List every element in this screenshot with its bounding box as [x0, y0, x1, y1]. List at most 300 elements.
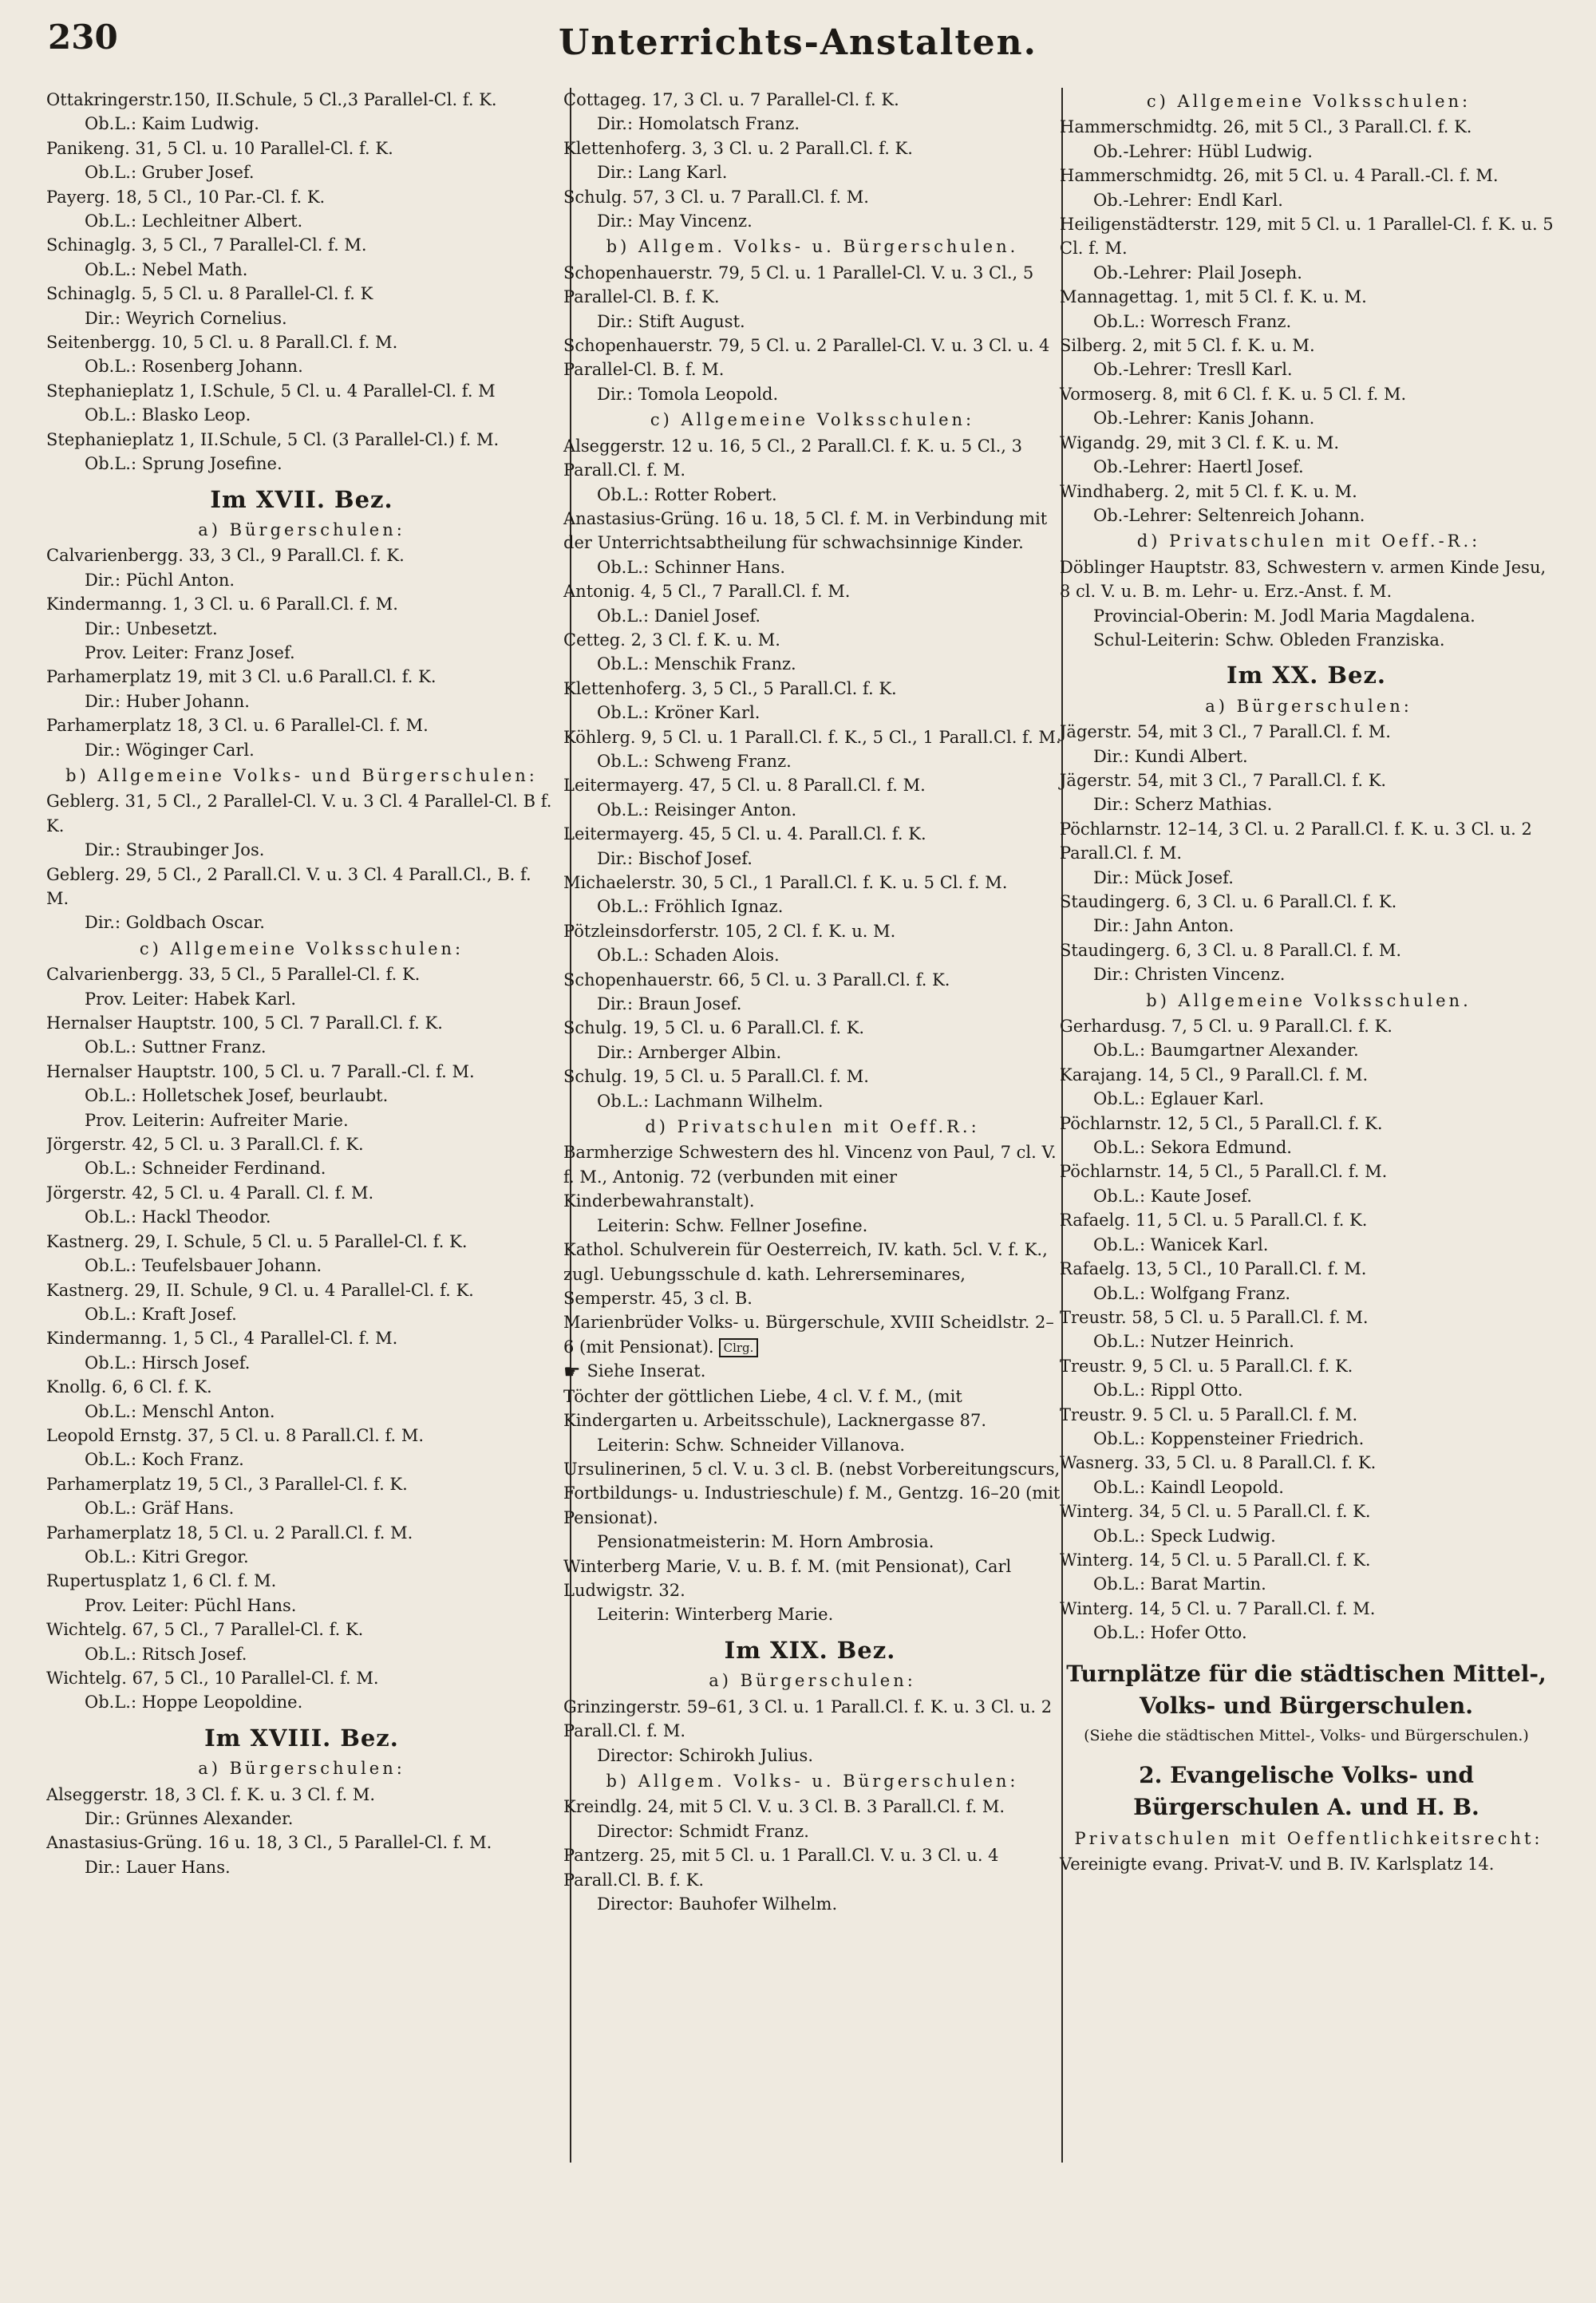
staff-entry: [1055, 455, 1558, 479]
entry-text: Cetteg. 2, 3 Cl. f. K. u. M.: [563, 630, 780, 650]
entry-text: Stephanieplatz 1, II.Schule, 5 Cl. (3 Parallel-Cl.) f. M.: [46, 429, 500, 449]
entry-text: Siehe Inserat.: [587, 1361, 706, 1381]
staff-entry: [46, 1642, 557, 1666]
staff-entry: [46, 1156, 557, 1180]
staff-entry: [46, 452, 557, 476]
entry-text: Ob.L.: Kröner Karl.: [597, 703, 760, 723]
school-entry: [1055, 382, 1558, 406]
entry-text: Stephanieplatz 1, I.Schule, 5 Cl. u. 4 Parallel-Cl. f. M: [46, 381, 496, 401]
entry-text: Ob.L.: Rosenberg Johann.: [85, 357, 303, 377]
entry-text: Calvarienbergg. 33, 5 Cl., 5 Parallel-Cl. f. K.: [46, 965, 421, 985]
entry-text: Ob.L.: Koppensteiner Friedrich.: [1093, 1428, 1365, 1448]
entry-text: Geblerg. 29, 5 Cl., 2 Parall.Cl. V. u. 3 Cl. 4 Parall.Cl., B. f. M.: [46, 864, 531, 908]
entry-text: Hammerschmidtg. 26, mit 5 Cl. u. 4 Parall.-Cl. f. M.: [1060, 166, 1499, 186]
section-subheading: [1055, 89, 1558, 113]
entry-text: Ob.-Lehrer: Kanis Johann.: [1093, 409, 1315, 429]
district-heading: [46, 485, 557, 513]
entry-text: a) Bürgerschulen:: [1205, 696, 1412, 716]
page-number: 230: [48, 18, 118, 57]
staff-entry: [1055, 357, 1558, 381]
school-entry: [1055, 1063, 1558, 1087]
school-entry: [559, 261, 1061, 310]
entry-text: Wigandg. 29, mit 3 Cl. f. K. u. M.: [1060, 433, 1340, 452]
entry-text: Ob.L.: Worresch Franz.: [1093, 311, 1292, 331]
school-entry: [46, 1375, 557, 1399]
entry-text: Alseggerstr. 12 u. 16, 5 Cl., 2 Parall.Cl. f. K. u. 5 Cl., 3 Parall.Cl. f. M.: [563, 436, 1022, 480]
staff-entry: [559, 1530, 1061, 1554]
entry-text: Winterg. 14, 5 Cl. u. 7 Parall.Cl. f. M.: [1060, 1598, 1376, 1618]
entry-text: Dir.: Unbesetzt.: [85, 618, 218, 638]
staff-entry: [46, 258, 557, 282]
section-subheading: [559, 235, 1061, 259]
entry-text: Rafaelg. 13, 5 Cl., 10 Parall.Cl. f. M.: [1060, 1259, 1367, 1279]
staff-entry: [1055, 745, 1558, 768]
entry-text: Ob.L.: Schinner Hans.: [597, 557, 786, 577]
entry-text: Treustr. 9. 5 Cl. u. 5 Parall.Cl. f. M.: [1060, 1404, 1358, 1424]
entry-text: b) Allgem. Volks- u. Bürgerschulen:: [606, 1771, 1019, 1791]
entry-text: Ob.L.: Hirsch Josef.: [85, 1353, 251, 1373]
staff-entry: [559, 1892, 1061, 1916]
school-entry: [559, 334, 1061, 382]
school-entry: [559, 136, 1061, 160]
school-entry: [559, 725, 1061, 749]
entry-text: Ob.L.: Barat Martin.: [1093, 1574, 1266, 1594]
entry-text: Dir.: Homolatsch Franz.: [597, 114, 800, 134]
entry-text: Dir.: Wöginger Carl.: [85, 740, 255, 760]
school-entry: [46, 665, 557, 689]
entry-text: Köhlerg. 9, 5 Cl. u. 1 Parall.Cl. f. K., 5 Cl., 1 Parall.Cl. f. M.: [563, 727, 1061, 747]
school-entry: [46, 1424, 557, 1448]
entry-text: a) Bürgerschulen:: [198, 519, 405, 539]
entry-text: Calvarienbergg. 33, 3 Cl., 9 Parall.Cl. f. K.: [46, 546, 405, 566]
entry-text: Karajang. 14, 5 Cl., 9 Parall.Cl. f. M.: [1060, 1065, 1369, 1084]
entry-text: Geblerg. 31, 5 Cl., 2 Parallel-Cl. V. u. 3 Cl. 4 Parallel-Cl. B f. K.: [46, 792, 552, 835]
staff-entry: [1055, 914, 1558, 938]
school-entry: [1055, 1403, 1558, 1427]
school-entry: [1055, 480, 1558, 504]
entry-text: Leiterin: Schw. Schneider Villanova.: [597, 1435, 906, 1455]
staff-entry: [46, 1302, 557, 1326]
entry-text: Ob.-Lehrer: Hübl Ludwig.: [1093, 141, 1313, 161]
entry-text: Ob.L.: Kaim Ludwig.: [85, 114, 259, 134]
staff-entry: [559, 1744, 1061, 1768]
entry-text: Ob.L.: Teufelsbauer Johann.: [85, 1256, 322, 1276]
section-subheading: [559, 408, 1061, 432]
staff-entry: [46, 1400, 557, 1424]
section-subheading: [46, 764, 557, 788]
staff-entry: [559, 1089, 1061, 1113]
staff-entry: [1055, 604, 1558, 628]
staff-entry: [46, 209, 557, 233]
entry-text: Provincial-Oberin: M. Jodl Maria Magdalena.: [1093, 606, 1476, 626]
entry-text: Schul-Leiterin: Schw. Obleden Franziska.: [1093, 630, 1445, 650]
entry-text: Seitenbergg. 10, 5 Cl. u. 8 Parall.Cl. f. M.: [46, 333, 398, 353]
entry-text: Treustr. 58, 5 Cl. u. 5 Parall.Cl. f. M.: [1060, 1307, 1369, 1327]
school-entry: [46, 233, 557, 257]
entry-text: Director: Bauhofer Wilhelm.: [597, 1894, 838, 1914]
school-entry: [1055, 431, 1558, 455]
entry-text: Payerg. 18, 5 Cl., 10 Par.-Cl. f. K.: [46, 187, 326, 207]
entry-text: Leiterin: Winterberg Marie.: [597, 1605, 834, 1625]
staff-entry: [559, 895, 1061, 918]
school-entry: [46, 1666, 557, 1690]
school-entry: [1055, 1112, 1558, 1136]
staff-entry: [46, 1351, 557, 1375]
section-subheading: [1055, 989, 1558, 1013]
staff-entry: [559, 749, 1061, 773]
school-entry: [1055, 1257, 1558, 1281]
entry-text: Wichtelg. 67, 5 Cl., 7 Parallel-Cl. f. K.: [46, 1620, 364, 1640]
staff-entry: [559, 1041, 1061, 1065]
entry-text: Ob.L.: Wanicek Karl.: [1093, 1234, 1269, 1254]
staff-entry: [46, 1690, 557, 1714]
entry-text: Anastasius-Grüng. 16 u. 18, 3 Cl., 5 Parallel-Cl. f. M.: [46, 1833, 492, 1853]
entry-text: Kindermanng. 1, 5 Cl., 4 Parallel-Cl. f. M.: [46, 1329, 398, 1349]
entry-text: Ob.L.: Sprung Josefine.: [85, 454, 282, 474]
entry-text: Cottageg. 17, 3 Cl. u. 7 Parallel-Cl. f. K.: [563, 90, 899, 109]
staff-entry: [1055, 1038, 1558, 1062]
school-entry: [46, 1181, 557, 1205]
section-heading: [1055, 1760, 1558, 1823]
entry-text: Ob.L.: Gruber Josef.: [85, 163, 255, 183]
entry-text: Mannagettag. 1, mit 5 Cl. f. K. u. M.: [1060, 287, 1367, 307]
entry-text: Ob.L.: Baumgartner Alexander.: [1093, 1041, 1359, 1061]
staff-entry: [559, 847, 1061, 871]
school-entry: [559, 773, 1061, 797]
school-entry: [46, 543, 557, 567]
school-entry: [559, 579, 1061, 603]
entry-text: Rafaelg. 11, 5 Cl. u. 5 Parall.Cl. f. K.: [1060, 1211, 1368, 1231]
school-entry: [1055, 1597, 1558, 1621]
section-heading: [1055, 1658, 1558, 1722]
entry-text: Prov. Leiter: Habek Karl.: [85, 989, 297, 1009]
entry-text: Kreindlg. 24, mit 5 Cl. V. u. 3 Cl. B. 3 Parall.Cl. f. M.: [563, 1797, 1005, 1817]
entry-text: Winterg. 14, 5 Cl. u. 5 Parall.Cl. f. K.: [1060, 1550, 1371, 1570]
entry-text: Marienbrüder Volks- u. Bürgerschule, XVIII Scheidlstr. 2–6 (mit Pensionat).: [563, 1313, 1054, 1357]
school-entry: [1055, 164, 1558, 188]
entry-text: Klettenhoferg. 3, 3 Cl. u. 2 Parall.Cl. f. K.: [563, 138, 913, 158]
entry-text: Dir.: Tomola Leopold.: [597, 384, 779, 404]
staff-entry: [1055, 140, 1558, 164]
entry-text: Ob.L.: Lechleitner Albert.: [85, 211, 303, 231]
entry-text: Director: Schmidt Franz.: [597, 1821, 809, 1841]
staff-entry: [46, 641, 557, 665]
entry-text: Vormoserg. 8, mit 6 Cl. f. K. u. 5 Cl. f. M.: [1060, 384, 1407, 404]
staff-entry: [559, 1433, 1061, 1457]
entry-text: Ob.-Lehrer: Haertl Josef.: [1093, 457, 1304, 477]
staff-entry: [46, 1254, 557, 1278]
school-entry: [559, 1385, 1061, 1433]
section-subheading: [1055, 694, 1558, 718]
entry-text: Parhamerplatz 18, 5 Cl. u. 2 Parall.Cl. f. M.: [46, 1523, 413, 1543]
school-entry: [46, 428, 557, 452]
staff-entry: [46, 1496, 557, 1520]
entry-text: Dir.: Huber Johann.: [85, 691, 250, 711]
staff-entry: [1055, 1136, 1558, 1159]
entry-text: Silberg. 2, mit 5 Cl. f. K. u. M.: [1060, 336, 1315, 356]
entry-text: Dir.: Christen Vincenz.: [1093, 965, 1286, 985]
entry-text: Pensionatmeisterin: M. Horn Ambrosia.: [597, 1532, 934, 1552]
entry-text: Kastnerg. 29, II. Schule, 9 Cl. u. 4 Parallel-Cl. f. K.: [46, 1280, 474, 1300]
entry-text: Wichtelg. 67, 5 Cl., 10 Parallel-Cl. f. M.: [46, 1669, 379, 1688]
entry-text: Ursulinerinen, 5 cl. V. u. 3 cl. B. (nebst Vorbereitungscurs, Fortbildungs- u. Industrieschule) f. M., Gentzg. 16–20 (mit Pensionat).: [563, 1460, 1061, 1527]
staff-entry: [559, 943, 1061, 967]
entry-text: Leitermayerg. 47, 5 Cl. u. 8 Parall.Cl. f. M.: [563, 776, 926, 796]
school-entry: [1055, 212, 1558, 261]
staff-entry: [46, 354, 557, 378]
entry-text: Parhamerplatz 19, mit 3 Cl. u.6 Parall.Cl. f. K.: [46, 667, 437, 687]
entry-text: Director: Schirokh Julius.: [597, 1745, 814, 1765]
entry-text: Ob.L.: Kitri Gregor.: [85, 1547, 249, 1566]
school-entry: [559, 1359, 1061, 1385]
school-entry: [1055, 1354, 1558, 1378]
staff-entry: [46, 1807, 557, 1831]
entry-text: Ob.L.: Blasko Leop.: [85, 405, 251, 425]
entry-text: Im XX. Bez.: [1226, 662, 1387, 689]
district-heading: [1055, 663, 1558, 687]
entry-text: Michaelerstr. 30, 5 Cl., 1 Parall.Cl. f. K. u. 5 Cl. f. M.: [563, 873, 1008, 892]
entry-text: d) Privatschulen mit Oeff.R.:: [645, 1117, 980, 1137]
staff-entry: [46, 1594, 557, 1618]
entry-text: Prov. Leiter: Püchl Hans.: [85, 1595, 297, 1615]
entry-text: Ob.-Lehrer: Endl Karl.: [1093, 190, 1283, 210]
entry-text: Ob.-Lehrer: Plail Joseph.: [1093, 263, 1302, 282]
entry-text: Ob.-Lehrer: Seltenreich Johann.: [1093, 505, 1365, 525]
staff-entry: [46, 1084, 557, 1108]
entry-text: Dir.: May Vincenz.: [597, 211, 753, 231]
staff-entry: [1055, 1087, 1558, 1111]
entry-text: Ob.L.: Menschl Anton.: [85, 1401, 275, 1421]
publisher-stamp: Clrg.: [719, 1338, 759, 1357]
staff-entry: [559, 382, 1061, 406]
school-entry: [46, 1618, 557, 1641]
school-entry: [559, 1140, 1061, 1213]
section-subheading: [1055, 529, 1558, 553]
staff-entry: [559, 992, 1061, 1016]
school-entry: [46, 1831, 557, 1855]
entry-text: Hammerschmidtg. 26, mit 5 Cl., 3 Parall.Cl. f. K.: [1060, 117, 1472, 137]
school-entry: [1055, 1548, 1558, 1572]
entry-text: c) Allgemeine Volksschulen:: [139, 938, 464, 958]
entry-text: Prov. Leiter: Franz Josef.: [85, 642, 295, 662]
staff-entry: [46, 617, 557, 641]
staff-entry: [46, 1448, 557, 1471]
entry-text: Treustr. 9, 5 Cl. u. 5 Parall.Cl. f. K.: [1060, 1356, 1353, 1376]
school-entry: [1055, 1499, 1558, 1523]
staff-entry: [559, 652, 1061, 676]
staff-entry: [1055, 866, 1558, 890]
school-entry: [559, 968, 1061, 992]
staff-entry: [559, 160, 1061, 184]
entry-text: Ob.L.: Kraft Josef.: [85, 1304, 237, 1324]
school-entry: [1055, 938, 1558, 962]
school-entry: [559, 1554, 1061, 1603]
school-entry: [1055, 1014, 1558, 1038]
entry-text: Schopenhauerstr. 79, 5 Cl. u. 2 Parallel-Cl. V. u. 3 Cl. u. 4 Parallel-Cl. B. f. M.: [563, 336, 1050, 380]
entry-text: Ob.-Lehrer: Tresll Karl.: [1093, 360, 1293, 380]
entry-text: Ottakringerstr.150, II.Schule, 5 Cl.,3 Parallel-Cl. f. K.: [46, 90, 497, 109]
staff-entry: [1055, 188, 1558, 212]
school-entry: [46, 1060, 557, 1084]
school-entry: [559, 822, 1061, 846]
school-entry: [559, 1795, 1061, 1819]
entry-text: Ob.L.: Kaindl Leopold.: [1093, 1477, 1284, 1497]
entry-text: Kindermanng. 1, 3 Cl. u. 6 Parall.Cl. f. M.: [46, 595, 398, 614]
entry-text: Leopold Ernstg. 37, 5 Cl. u. 8 Parall.Cl. f. M.: [46, 1425, 425, 1445]
school-entry: [46, 713, 557, 737]
school-entry: [559, 1843, 1061, 1892]
staff-entry: [1055, 628, 1558, 652]
staff-entry: [1055, 1233, 1558, 1257]
entry-text: Schopenhauerstr. 66, 5 Cl. u. 3 Parall.Cl. f. K.: [563, 970, 950, 990]
entry-text: c) Allgemeine Volksschulen:: [650, 410, 975, 430]
entry-text: Grinzingerstr. 59–61, 3 Cl. u. 1 Parall.Cl. f. K. u. 3 Cl. u. 2 Parall.Cl. f. M.: [563, 1697, 1053, 1741]
section-subheading: [559, 1669, 1061, 1693]
entry-text: Ob.L.: Kaute Josef.: [1093, 1186, 1252, 1206]
entry-text: Im XVII. Bez.: [210, 485, 393, 513]
school-entry: [559, 434, 1061, 483]
school-entry: [559, 88, 1061, 112]
school-entry: [559, 1065, 1061, 1088]
entry-text: Pötzleinsdorferstr. 105, 2 Cl. f. K. u. M.: [563, 921, 896, 941]
pointing-hand-icon: ☛: [563, 1361, 581, 1384]
entry-text: Kathol. Schulverein für Oesterreich, IV. kath. 5cl. V. f. K., zugl. Uebungsschule d. kath. Lehrerseminares, Semperstr. 45, 3 cl. B.: [563, 1240, 1048, 1308]
entry-text: Pantzerg. 25, mit 5 Cl. u. 1 Parall.Cl. V. u. 3 Cl. u. 4 Parall.Cl. B. f. K.: [563, 1846, 999, 1890]
school-entry: [1055, 1451, 1558, 1475]
entry-text: 2. Evangelische Volks- und Bürgerschulen A. und H. B.: [1133, 1761, 1479, 1820]
staff-entry: [46, 1855, 557, 1879]
entry-text: Rupertusplatz 1, 6 Cl. f. M.: [46, 1571, 277, 1591]
staff-entry: [1055, 792, 1558, 816]
entry-text: Ob.L.: Ritsch Josef.: [85, 1644, 247, 1664]
column-1: [46, 88, 557, 2282]
entry-text: Hernalser Hauptstr. 100, 5 Cl. 7 Parall.Cl. f. K.: [46, 1013, 443, 1033]
staff-entry: [1055, 504, 1558, 527]
staff-entry: [559, 555, 1061, 579]
entry-text: Parhamerplatz 19, 5 Cl., 3 Parallel-Cl. f. K.: [46, 1474, 408, 1494]
staff-entry: [1055, 1524, 1558, 1548]
entry-text: Dir.: Püchl Anton.: [85, 570, 235, 590]
entry-text: Schinaglg. 3, 5 Cl., 7 Parallel-Cl. f. M.: [46, 235, 367, 255]
entry-text: Ob.L.: Rotter Robert.: [597, 484, 777, 504]
school-entry: [46, 1569, 557, 1593]
school-entry: [46, 1472, 557, 1496]
staff-entry: [46, 112, 557, 136]
school-entry: [46, 863, 557, 911]
entry-text: Dir.: Jahn Anton.: [1093, 916, 1235, 936]
school-entry: [46, 962, 557, 986]
page-header: [0, 0, 1596, 64]
section-subheading: [46, 1756, 557, 1780]
entry-text: Töchter der göttlichen Liebe, 4 cl. V. f. M., (mit Kindergarten u. Arbeitsschule), Lacknergasse 87.: [563, 1386, 987, 1431]
staff-entry: [559, 1602, 1061, 1626]
school-entry: [1055, 890, 1558, 914]
school-entry: [1055, 720, 1558, 744]
column-3: [1055, 88, 1558, 2282]
entry-text: Ob.L.: Speck Ludwig.: [1093, 1526, 1276, 1546]
entry-text: a) Bürgerschulen:: [198, 1759, 405, 1779]
entry-text: Jägerstr. 54, mit 3 Cl., 7 Parall.Cl. f. K.: [1060, 770, 1387, 790]
entry-text: Ob.L.: Wolfgang Franz.: [1093, 1283, 1290, 1303]
entry-text: Ob.L.: Suttner Franz.: [85, 1037, 267, 1057]
staff-entry: [1055, 1621, 1558, 1645]
school-entry: [559, 1238, 1061, 1310]
staff-entry: [46, 838, 557, 862]
staff-entry: [1055, 1282, 1558, 1306]
school-entry: [559, 1457, 1061, 1530]
entry-text: Dir.: Stift August.: [597, 311, 745, 331]
school-entry: [46, 185, 557, 209]
staff-entry: [46, 306, 557, 330]
staff-entry: [46, 911, 557, 934]
entry-text: Dir.: Lang Karl.: [597, 163, 728, 183]
staff-entry: [46, 1205, 557, 1229]
entry-text: Pöchlarnstr. 14, 5 Cl., 5 Parall.Cl. f. M.: [1060, 1162, 1388, 1182]
school-entry: [46, 592, 557, 616]
school-entry: [559, 1310, 1061, 1359]
district-heading: [46, 1726, 557, 1750]
staff-entry: [559, 1819, 1061, 1843]
staff-entry: [559, 112, 1061, 136]
entry-text: Leitermayerg. 45, 5 Cl. u. 4. Parall.Cl. f. K.: [563, 824, 926, 844]
entry-text: Turnplätze für die städtischen Mittel-, Volks- und Bürgerschulen.: [1066, 1660, 1547, 1719]
entry-text: Ob.L.: Rippl Otto.: [1093, 1381, 1243, 1400]
school-entry: [1055, 1208, 1558, 1232]
school-entry: [46, 136, 557, 160]
entry-text: Jörgerstr. 42, 5 Cl. u. 3 Parall.Cl. f. K.: [46, 1135, 364, 1155]
entry-text: Ob.L.: Koch Franz.: [85, 1450, 244, 1470]
school-entry: [1055, 334, 1558, 357]
entry-text: Anastasius-Grüng. 16 u. 18, 5 Cl. f. M. in Verbindung mit der Unterrichtsabtheilung für schwachsinnige Kinder.: [563, 508, 1048, 553]
entry-text: Döblinger Hauptstr. 83, Schwestern v. armen Kinde Jesu, 8 cl. V. u. B. m. Lehr- u. Erz.-Anst. f. M.: [1060, 557, 1547, 602]
school-entry: [46, 1521, 557, 1545]
entry-text: Staudingerg. 6, 3 Cl. u. 8 Parall.Cl. f. M.: [1060, 940, 1402, 960]
staff-entry: [1055, 261, 1558, 285]
entry-text: Dir.: Braun Josef.: [597, 994, 742, 1014]
entry-text: Dir.: Mück Josef.: [1093, 867, 1234, 887]
section-subheading: [1055, 1827, 1558, 1851]
staff-entry: [559, 209, 1061, 233]
entry-text: Ob.L.: Eglauer Karl.: [1093, 1089, 1265, 1109]
staff-entry: [559, 1214, 1061, 1238]
entry-text: Ob.L.: Fröhlich Ignaz.: [597, 897, 784, 917]
entry-text: Prov. Leiterin: Aufreiter Marie.: [85, 1110, 349, 1130]
entry-text: Leiterin: Schw. Fellner Josefine.: [597, 1215, 868, 1235]
staff-entry: [1055, 406, 1558, 430]
staff-entry: [1055, 1475, 1558, 1499]
entry-text: Privatschulen mit Oeffentlichkeitsrecht:: [1074, 1828, 1543, 1848]
section-subheading: [559, 1769, 1061, 1793]
entry-text: Jägerstr. 54, mit 3 Cl., 7 Parall.Cl. f. M.: [1060, 722, 1391, 742]
section-subheading: [46, 937, 557, 961]
entry-text: Heiligenstädterstr. 129, mit 5 Cl. u. 1 Parallel-Cl. f. K. u. 5 Cl. f. M.: [1060, 215, 1554, 259]
entry-text: Dir.: Bischof Josef.: [597, 848, 753, 868]
entry-text: Klettenhoferg. 3, 5 Cl., 5 Parall.Cl. f. K.: [563, 678, 897, 698]
entry-text: Ob.L.: Gräf Hans.: [85, 1499, 235, 1519]
entry-text: c) Allgemeine Volksschulen:: [1146, 92, 1472, 111]
entry-text: Ob.L.: Nutzer Heinrich.: [1093, 1332, 1294, 1352]
staff-entry: [559, 701, 1061, 725]
school-entry: [46, 379, 557, 403]
entry-text: Ob.L.: Hofer Otto.: [1093, 1623, 1247, 1643]
entry-text: Ob.L.: Sekora Edmund.: [1093, 1138, 1292, 1158]
entry-text: Kastnerg. 29, I. Schule, 5 Cl. u. 5 Parallel-Cl. f. K.: [46, 1231, 468, 1251]
school-entry: [1055, 1159, 1558, 1183]
entry-text: Winterberg Marie, V. u. B. f. M. (mit Pensionat), Carl Ludwigstr. 32.: [563, 1556, 1012, 1601]
staff-entry: [1055, 1329, 1558, 1353]
entry-text: Ob.L.: Daniel Josef.: [597, 606, 761, 626]
entry-text: Alseggerstr. 18, 3 Cl. f. K. u. 3 Cl. f. M.: [46, 1784, 375, 1804]
